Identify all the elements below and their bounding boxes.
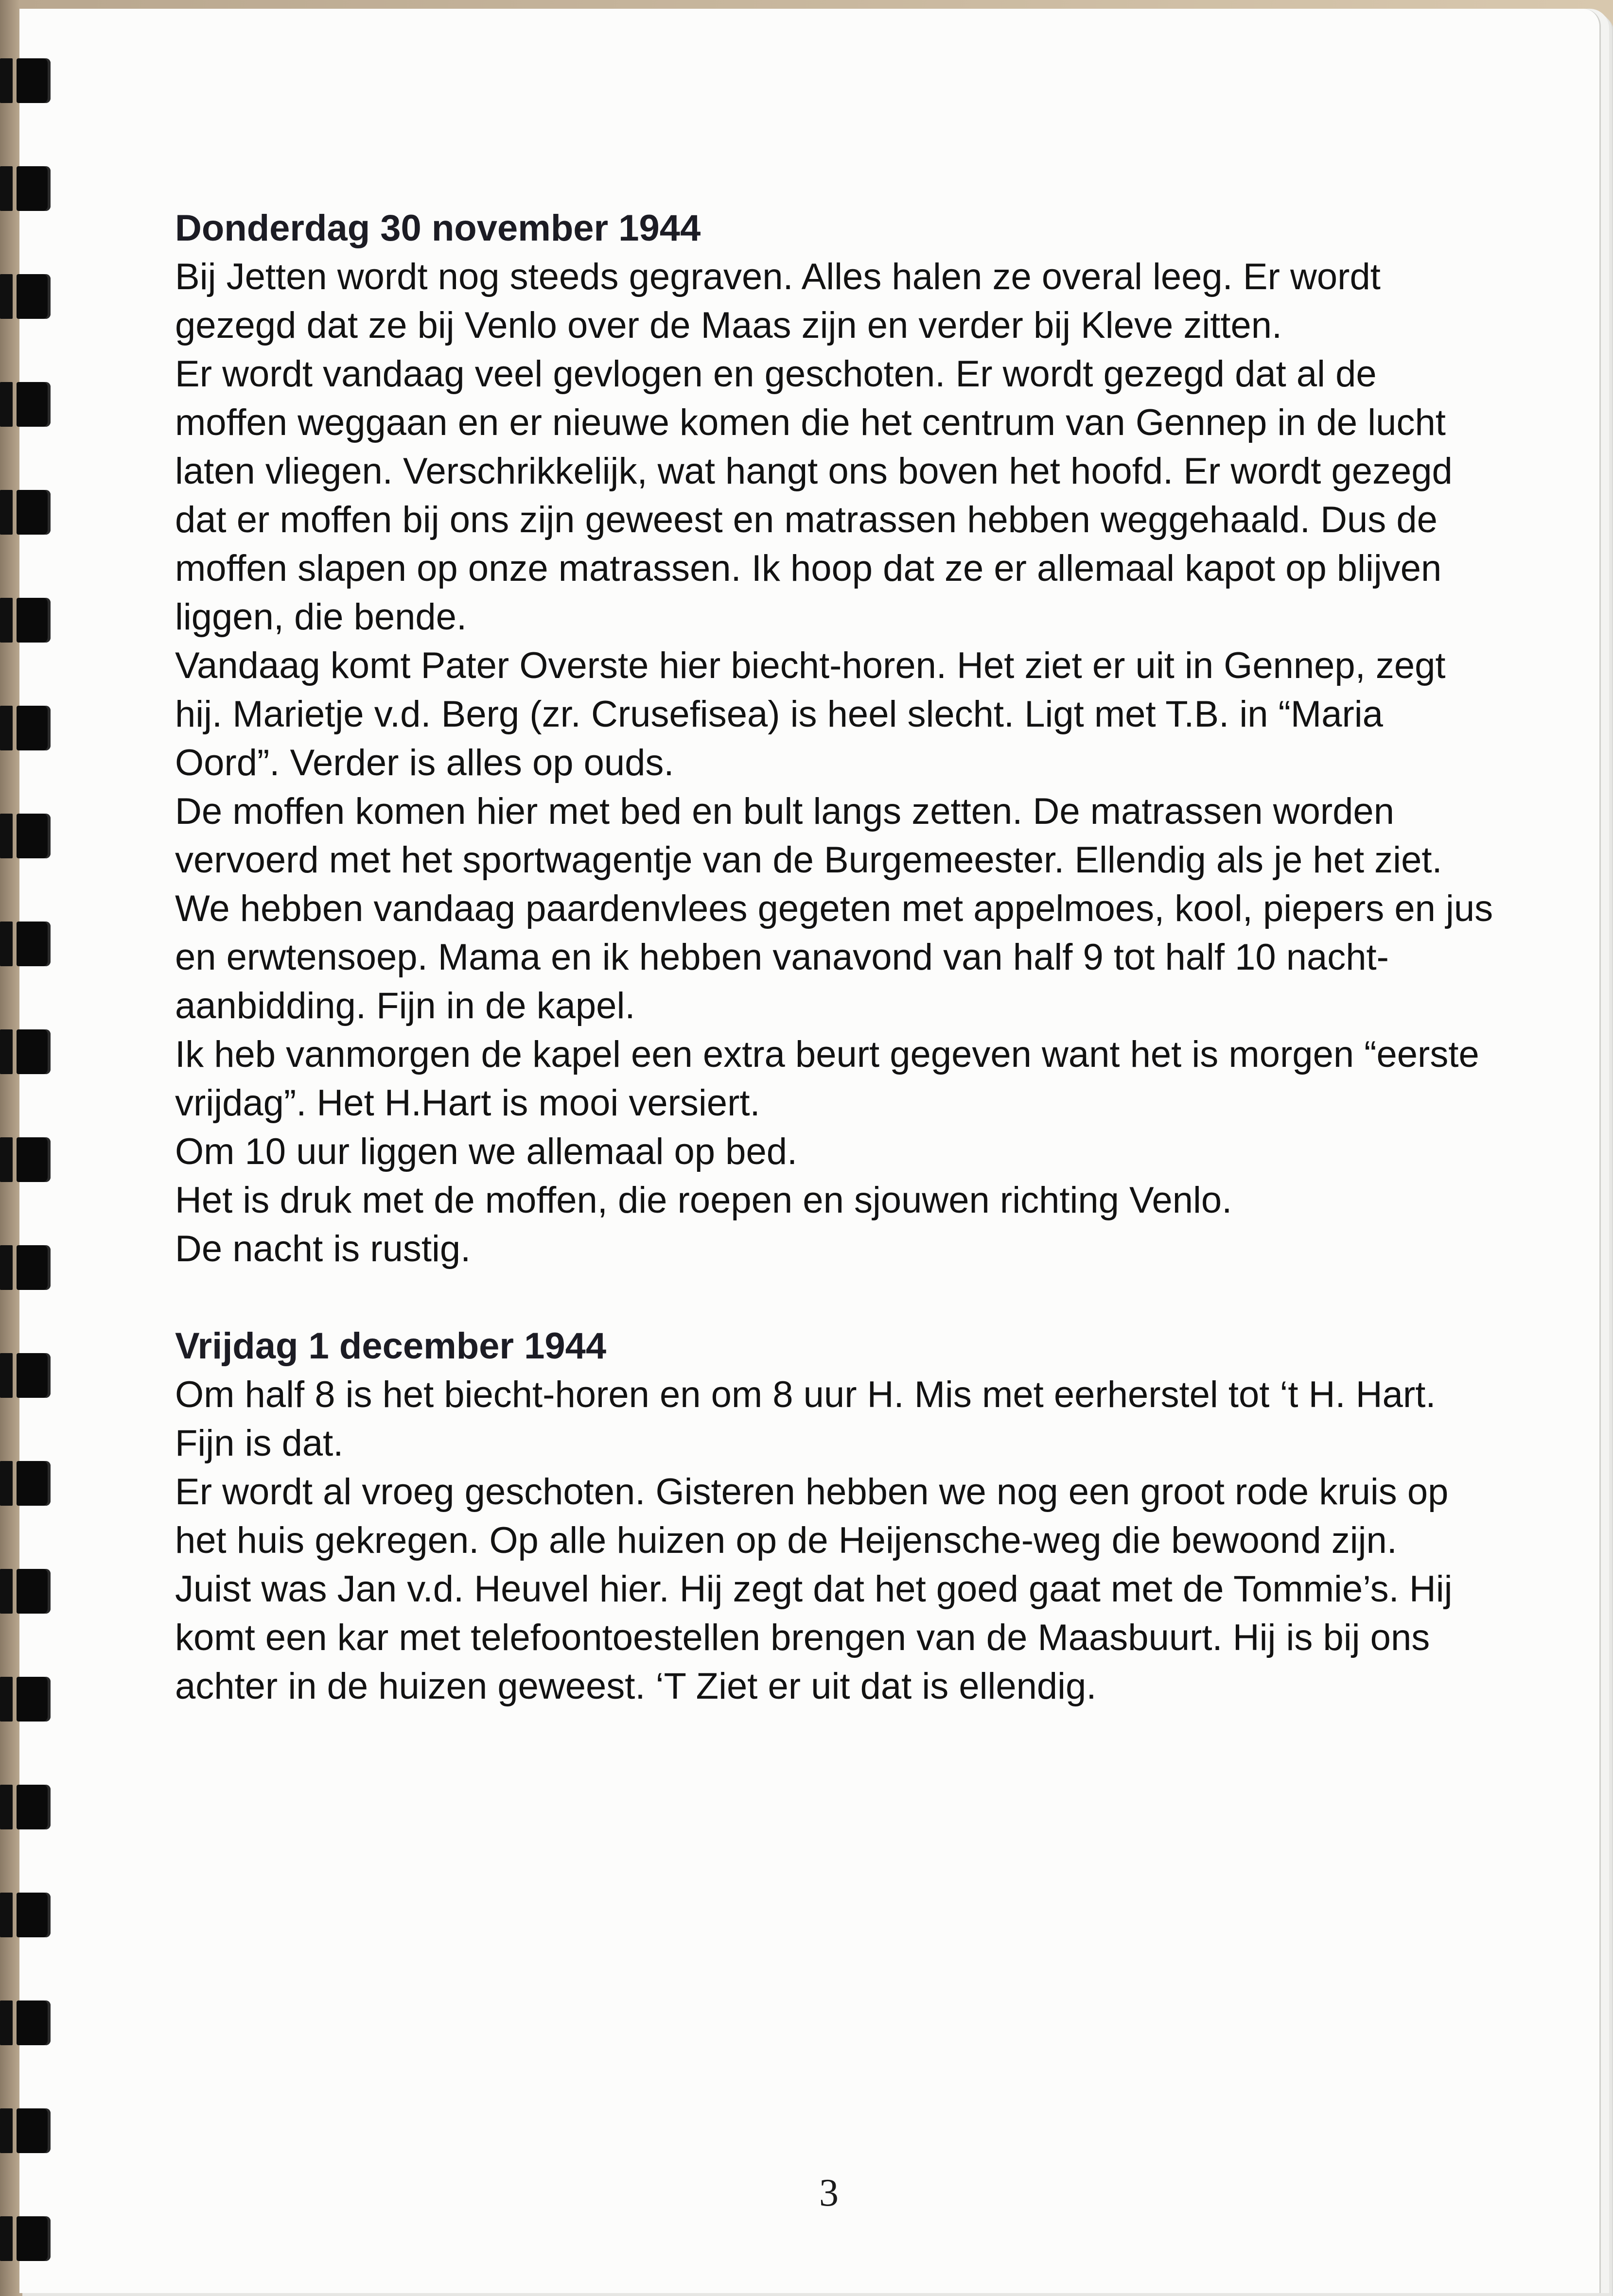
binding-ring xyxy=(0,1245,54,1290)
entry-paragraph: We hebben vandaag paardenvlees gegeten met appelmoes, kool, piepers en jus en erwtensoep. Mama en ik hebben vanavond van half 9 tot half 10 nacht-aanbidding. Fijn in de kapel. xyxy=(175,888,1493,1026)
diary-entry-1 xyxy=(175,1322,1497,1711)
entry-paragraph: Om 10 uur liggen we allemaal op bed. xyxy=(175,1131,798,1172)
binding-ring xyxy=(0,274,54,319)
entry-paragraph: Ik heb vanmorgen de kapel een extra beurt gegeven want het is morgen “eerste vrijdag”. Het H.Hart is mooi versiert. xyxy=(175,1034,1479,1124)
binding-ring xyxy=(0,814,54,858)
entry-date: Donderdag 30 november 1944 xyxy=(175,208,701,249)
binding-ring xyxy=(0,1677,54,1722)
binding-ring xyxy=(0,382,54,427)
binding-ring xyxy=(0,1353,54,1398)
binding-ring xyxy=(0,2108,54,2153)
entry-paragraph: Bij Jetten wordt nog steeds gegraven. Alles halen ze overal leeg. Er wordt gezegd dat ze bij Venlo over de Maas zijn en verder bij Kleve zitten. xyxy=(175,256,1381,346)
binding-ring xyxy=(0,490,54,535)
entry-date: Vrijdag 1 december 1944 xyxy=(175,1325,607,1367)
spiral-binding xyxy=(0,0,58,2296)
binding-ring xyxy=(0,1569,54,1614)
binding-ring xyxy=(0,1785,54,1829)
page-number: 3 xyxy=(819,2172,839,2214)
binding-ring xyxy=(0,922,54,966)
entry-paragraph: De moffen komen hier met bed en bult langs zetten. De matrassen worden vervoerd met het sportwagentje van de Burgemeester. Ellendig als je het ziet. xyxy=(175,791,1442,881)
binding-ring xyxy=(0,2216,54,2261)
entry-paragraph: Om half 8 is het biecht-horen en om 8 uur H. Mis met eerherstel tot ‘t H. Hart. Fijn is dat. xyxy=(175,1374,1436,1464)
entry-paragraph: Het is druk met de moffen, die roepen en sjouwen richting Venlo. xyxy=(175,1180,1232,1221)
binding-ring xyxy=(0,2000,54,2045)
diary-entry-0 xyxy=(175,204,1497,1273)
binding-ring xyxy=(0,1137,54,1182)
entry-paragraph: Er wordt al vroeg geschoten. Gisteren hebben we nog een groot rode kruis op het huis gekregen. Op alle huizen op de Heijensche-weg die bewoond zijn. xyxy=(175,1471,1449,1561)
entry-paragraph: De nacht is rustig. xyxy=(175,1228,471,1270)
binding-ring xyxy=(0,166,54,211)
binding-ring xyxy=(0,598,54,643)
entry-paragraph: Juist was Jan v.d. Heuvel hier. Hij zegt dat het goed gaat met de Tommie’s. Hij komt een kar met telefoontoestellen brengen van de Maasbuurt. Hij is bij ons achter in de huizen geweest. ‘T Ziet er uit dat is ellendig. xyxy=(175,1568,1453,1707)
binding-ring xyxy=(0,1893,54,1937)
binding-ring xyxy=(0,706,54,750)
binding-ring xyxy=(0,1029,54,1074)
page-content xyxy=(175,204,1497,1759)
entry-paragraph: Vandaag komt Pater Overste hier biecht-horen. Het ziet er uit in Gennep, zegt hij. Marietje v.d. Berg (zr. Crusefisea) is heel slecht. Ligt met T.B. in “Maria Oord”. Verder is alles op ouds. xyxy=(175,645,1446,783)
binding-ring xyxy=(0,1461,54,1506)
entry-paragraph: Er wordt vandaag veel gevlogen en geschoten. Er wordt gezegd dat al de moffen weggaan en er nieuwe komen die het centrum van Gennep in de lucht laten vliegen. Verschrikkelijk, wat hangt ons boven het hoofd. Er wordt gezegd dat er moffen bij ons zijn geweest en matrassen hebben weggehaald. Dus de moffen slapen op onze matrassen. Ik hoop dat ze er allemaal kapot op blijven liggen, die bende. xyxy=(175,353,1453,638)
binding-ring xyxy=(0,58,54,103)
